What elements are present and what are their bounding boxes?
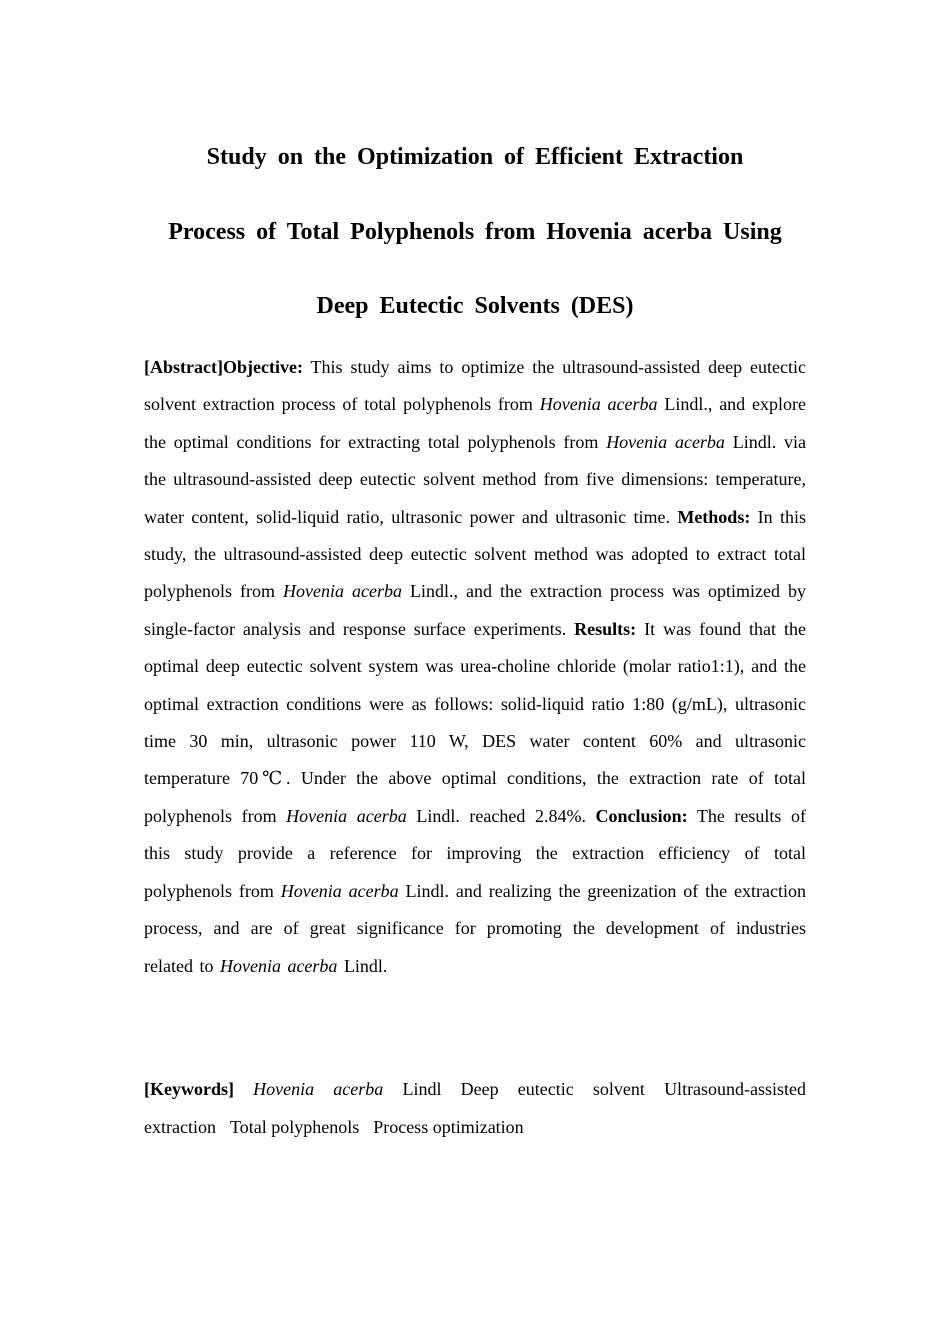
keyword-species: Hovenia acerba — [253, 1079, 384, 1099]
abstract-conclusion-text: The results of this study provide a reference for improving the extraction efficiency of total polyphenols from — [144, 805, 806, 901]
keyword-text: Ultrasound-assisted — [664, 1079, 807, 1099]
keywords-section — [144, 1070, 806, 1146]
abstract-methods-text: In this study, the ultrasound-assisted deep eutectic solvent method was adopted to extract total polyphenols from — [144, 506, 806, 602]
title-line-3: Deep Eutectic Solvents (DES) — [316, 293, 634, 319]
keyword-text: Lindl — [402, 1079, 442, 1099]
keyword-text: Total polyphenols — [229, 1117, 360, 1137]
keyword-text: extraction — [144, 1117, 216, 1137]
abstract-heading: [Abstract]Objective: — [144, 357, 303, 377]
keyword-text: Deep eutectic solvent — [460, 1079, 645, 1099]
keywords-line-2 — [144, 1108, 806, 1146]
abstract-objective-text: Lindl. via the ultrasound-assisted deep eutectic solvent method from five dimensions: temperature, water content, solid-liquid ratio, ultrasonic power and ultrasonic time. — [144, 431, 806, 527]
abstract-results-text: It was found that the optimal deep eutectic solvent system was urea-choline chloride (molar ratio1:1), and the optimal extraction conditions were as follows: solid-liquid ratio 1:80 (g/mL), ultrasonic time 30 min, ultrasonic power 110 W, DES water content 60% and ultrasonic temperature 70℃. Under the above optimal conditions, the extraction rate of total polyphenols from — [144, 618, 806, 826]
methods-label: Methods: — [677, 506, 751, 527]
abstract-conclusion-text: Lindl. and realizing the greenization of the extraction process, and are of great significance for promoting the development of industries related to — [144, 880, 806, 976]
species-name: Hovenia acerba — [283, 581, 402, 602]
title-line-1: Study on the Optimization of Efficient Extraction — [206, 144, 744, 170]
abstract-methods-text: Lindl., and the extraction process was optimized by single-factor analysis and response surface experiments. — [144, 581, 806, 639]
keywords-line-1 — [144, 1070, 806, 1108]
title-line-2: Process of Total Polyphenols from Hovenia acerba Using — [168, 218, 782, 245]
paper-title — [144, 120, 806, 344]
results-label: Results: — [574, 618, 637, 639]
species-name: Hovenia acerba — [280, 880, 399, 901]
abstract-conclusion-text: Lindl. — [337, 955, 388, 976]
keyword-text: Process optimization — [373, 1117, 524, 1137]
abstract-objective-text: This study aims to optimize the ultrasound-assisted deep eutectic solvent extraction process of total polyphenols from — [144, 357, 806, 415]
species-name: Hovenia acerba — [606, 431, 725, 452]
abstract-objective-text: Lindl., and explore the optimal conditions for extracting total polyphenols from — [144, 394, 806, 452]
conclusion-label: Conclusion: — [595, 805, 688, 826]
species-name: Hovenia acerba — [286, 805, 407, 826]
abstract-paragraph — [144, 349, 806, 985]
species-name: Hovenia acerba — [219, 955, 338, 976]
species-name: Hovenia acerba — [539, 394, 658, 415]
abstract-results-text: Lindl. reached 2.84%. — [406, 805, 596, 826]
keywords-label: [Keywords] — [144, 1079, 234, 1099]
